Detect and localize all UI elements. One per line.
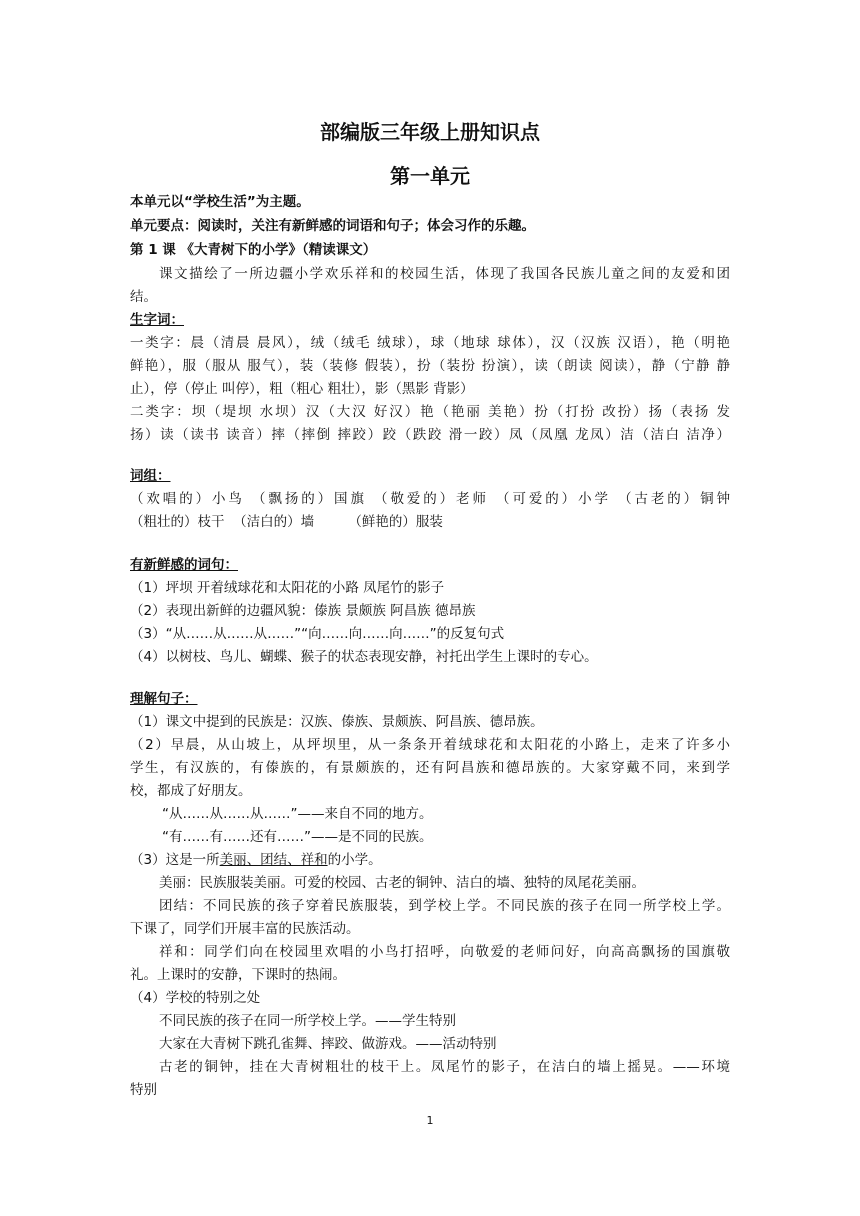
phrases-line: （欢唱的）小鸟 （飘扬的）国旗 （敬爱的）老师 （可爱的）小学 （古老的）铜钟 [130,491,730,507]
understand-line: 古老的铜钟，挂在大青树粗壮的枝干上。凤尾竹的影子，在洁白的墙上摇晃。——环境 [159,1059,730,1075]
fresh-phrases-heading: 有新鲜感的词句： [130,557,238,573]
understand-heading: 理解句子： [130,691,198,707]
lesson-title: 第 1 课 《大青树下的小学》（精读课文） [130,242,377,258]
understand-line: 校，都成了好朋友。 [130,783,252,799]
understand-line: （4）学校的特别之处 [130,990,261,1006]
understand-line: 学生，有汉族的，有傣族的，有景颇族的，还有阿昌族和德昂族的。大家穿戴不同，来到学 [130,760,730,776]
page-number: 1 [426,1114,434,1127]
unit-key-points: 单元要点：阅读时，关注有新鲜感的词语和句子；体会习作的乐趣。 [130,218,535,234]
new-words-line: 扬）读（读书 读音）摔（摔倒 摔跤）跤（跌跤 滑一跤）凤（凤凰 龙凤）洁（洁白 洁净） [130,427,730,443]
new-words-line: 一类字：晨（清晨 晨风），绒（绒毛 绒球），球（地球 球体），汉（汉族 汉语），艳（明艳 [130,335,730,351]
phrases-heading: 词组： [130,468,171,484]
fresh-phrases-line: （3）“从……从……从……”“向……向……向……”的反复句式 [130,626,505,642]
understand-line: 祥和：同学们向在校园里欢唱的小鸟打招呼，向敬爱的老师问好，向高高飘扬的国旗敬 [159,944,730,960]
new-words-line: 鲜艳），服（服从 服气），装（装修 假装），扮（装扮 扮演），读（朗读 阅读），静（宁静 静 [130,358,730,374]
understand-line: （2）早晨，从山坡上，从坪坝里，从一条条开着绒球花和太阳花的小路上，走来了许多小 [130,737,730,753]
understand-line-prefix: （3）这是一所 [130,852,220,868]
new-words-line: 二类字：坝（堤坝 水坝）汉（大汉 好汉）艳（艳丽 美艳）扮（打扮 改扮）扬（表扬 发 [130,404,730,420]
understand-line [130,850,730,870]
understand-line: 大家在大青树下跳孔雀舞、摔跤、做游戏。——活动特别 [159,1036,497,1052]
underlined-keywords: 美丽、团结、祥和 [219,852,328,868]
understand-line: “有……有……还有……”——是不同的民族。 [162,829,433,845]
understand-line: 下课了，同学们开展丰富的民族活动。 [130,921,360,937]
fresh-phrases-line: （1）坪坝 开着绒球花和太阳花的小路 凤尾竹的影子 [130,580,445,596]
understand-line-suffix: 的小学。 [327,852,382,868]
understand-line: 美丽：民族服装美丽。可爱的校园、古老的铜钟、洁白的墙、独特的凤尾花美丽。 [159,875,645,891]
understand-line: “从……从……从……”——来自不同的地方。 [162,806,433,822]
summary-line: 课文描绘了一所边疆小学欢乐祥和的校园生活，体现了我国各民族儿童之间的友爱和团 [159,266,730,282]
fresh-phrases-line: （2）表现出新鲜的边疆风貌：傣族 景颇族 阿昌族 德昂族 [130,603,476,619]
unit-title: 第一单元 [390,164,470,188]
new-words-line: 止），停（停止 叫停），粗（粗心 粗壮），影（黑影 背影） [130,381,474,397]
summary-line: 结。 [130,289,157,305]
document-title: 部编版三年级上册知识点 [320,120,540,144]
understand-line: （1）课文中提到的民族是：汉族、傣族、景颇族、阿昌族、德昂族。 [130,714,544,730]
understand-line: 团结：不同民族的孩子穿着民族服装，到学校上学。不同民族的孩子在同一所学校上学。 [159,898,730,914]
fresh-phrases-line: （4）以树枝、鸟儿、蝴蝶、猴子的状态表现安静，衬托出学生上课时的专心。 [130,649,598,665]
unit-theme: 本单元以“学校生活”为主题。 [130,194,310,210]
phrases-line: （粗壮的）枝干 （洁白的）墙 （鲜艳的）服装 [130,514,443,530]
understand-line: 礼。上课时的安静，下课时的热闹。 [130,967,346,983]
understand-line: 特别 [130,1082,157,1098]
new-words-heading: 生字词： [130,312,184,328]
understand-line: 不同民族的孩子在同一所学校上学。——学生特别 [159,1013,456,1029]
